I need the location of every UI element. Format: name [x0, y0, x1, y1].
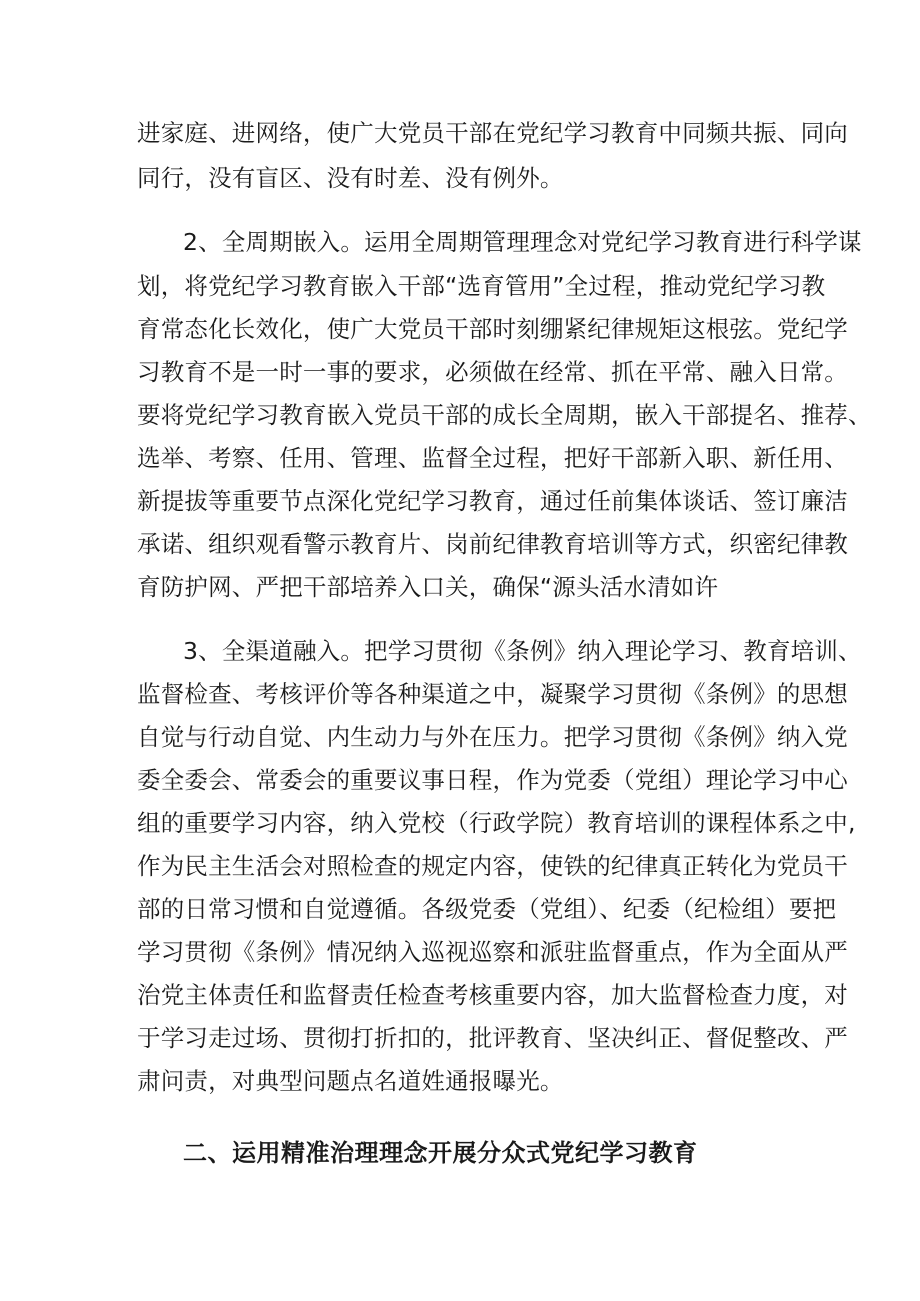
paragraph-2-line-5: 要将党纪学习教育嵌入党员干部的成长全周期，嵌入干部提名、推荐、: [137, 401, 872, 429]
paragraph-3-line-10: 于学习走过场、贯彻打折扣的，批评教育、坚决纠正、督促整改、严: [137, 1024, 848, 1052]
paragraph-3-line-5: 组的重要学习内容，纳入党校（行政学院）教育培训的课程体系之中,: [137, 809, 856, 837]
paragraph-2-line-6: 选举、考察、任用、管理、监督全过程，把好干部新入职、新任用、: [137, 444, 848, 472]
paragraph-2-line-4: 习教育不是一时一事的要求，必须做在经常、抓在平常、融入日常。: [137, 358, 848, 386]
paragraph-3-line-1: 3、全渠道融入。把学习贯彻《条例》纳入理论学习、教育培训、: [183, 637, 862, 665]
paragraph-3-line-11: 肃问责，对典型问题点名道姓通报曝光。: [137, 1067, 564, 1095]
paragraph-3-line-4: 委全委会、常委会的重要议事日程，作为党委（党组）理论学习中心: [137, 766, 848, 794]
paragraph-2-line-2: 划，将党纪学习教育嵌入干部“选育管用”全过程，推动党纪学习教: [137, 272, 826, 300]
paragraph-2-line-7: 新提拔等重要节点深化党纪学习教育，通过任前集体谈话、签订廉洁: [137, 487, 848, 515]
paragraph-1-line-2: 同行，没有盲区、没有时差、没有例外。: [137, 164, 564, 192]
paragraph-3-line-3: 自觉与行动自觉、内生动力与外在压力。把学习贯彻《条例》纳入党: [137, 723, 848, 751]
paragraph-2-line-9: 育防护网、严把干部培养入口关，确保“源头活水清如许: [137, 573, 719, 601]
paragraph-3-line-9: 治党主体责任和监督责任检查考核重要内容，加大监督检查力度，对: [137, 981, 848, 1009]
paragraph-1-line-1: 进家庭、进网络，使广大党员干部在党纪学习教育中同频共振、同向: [137, 119, 848, 147]
paragraph-2-line-8: 承诺、组织观看警示教育片、岗前纪律教育培训等方式，织密纪律教: [137, 530, 848, 558]
paragraph-3-line-8: 学习贯彻《条例》情况纳入巡视巡察和派驻监督重点，作为全面从严: [137, 938, 848, 966]
paragraph-2-line-3: 育常态化长效化，使广大党员干部时刻绷紧纪律规矩这根弦。党纪学: [137, 315, 848, 343]
paragraph-3-line-2: 监督检查、考核评价等各种渠道之中，凝聚学习贯彻《条例》的思想: [137, 680, 848, 708]
paragraph-2-line-1: 2、全周期嵌入。运用全周期管理理念对党纪学习教育进行科学谋: [183, 228, 862, 256]
section-heading-2: 二、运用精准治理理念开展分众式党纪学习教育: [183, 1139, 698, 1167]
paragraph-3-line-6: 作为民主生活会对照检查的规定内容，使铁的纪律真正转化为党员干: [137, 852, 848, 880]
paragraph-3-line-7: 部的日常习惯和自觉遵循。各级党委（党组）、纪委（纪检组）要把: [137, 895, 837, 923]
